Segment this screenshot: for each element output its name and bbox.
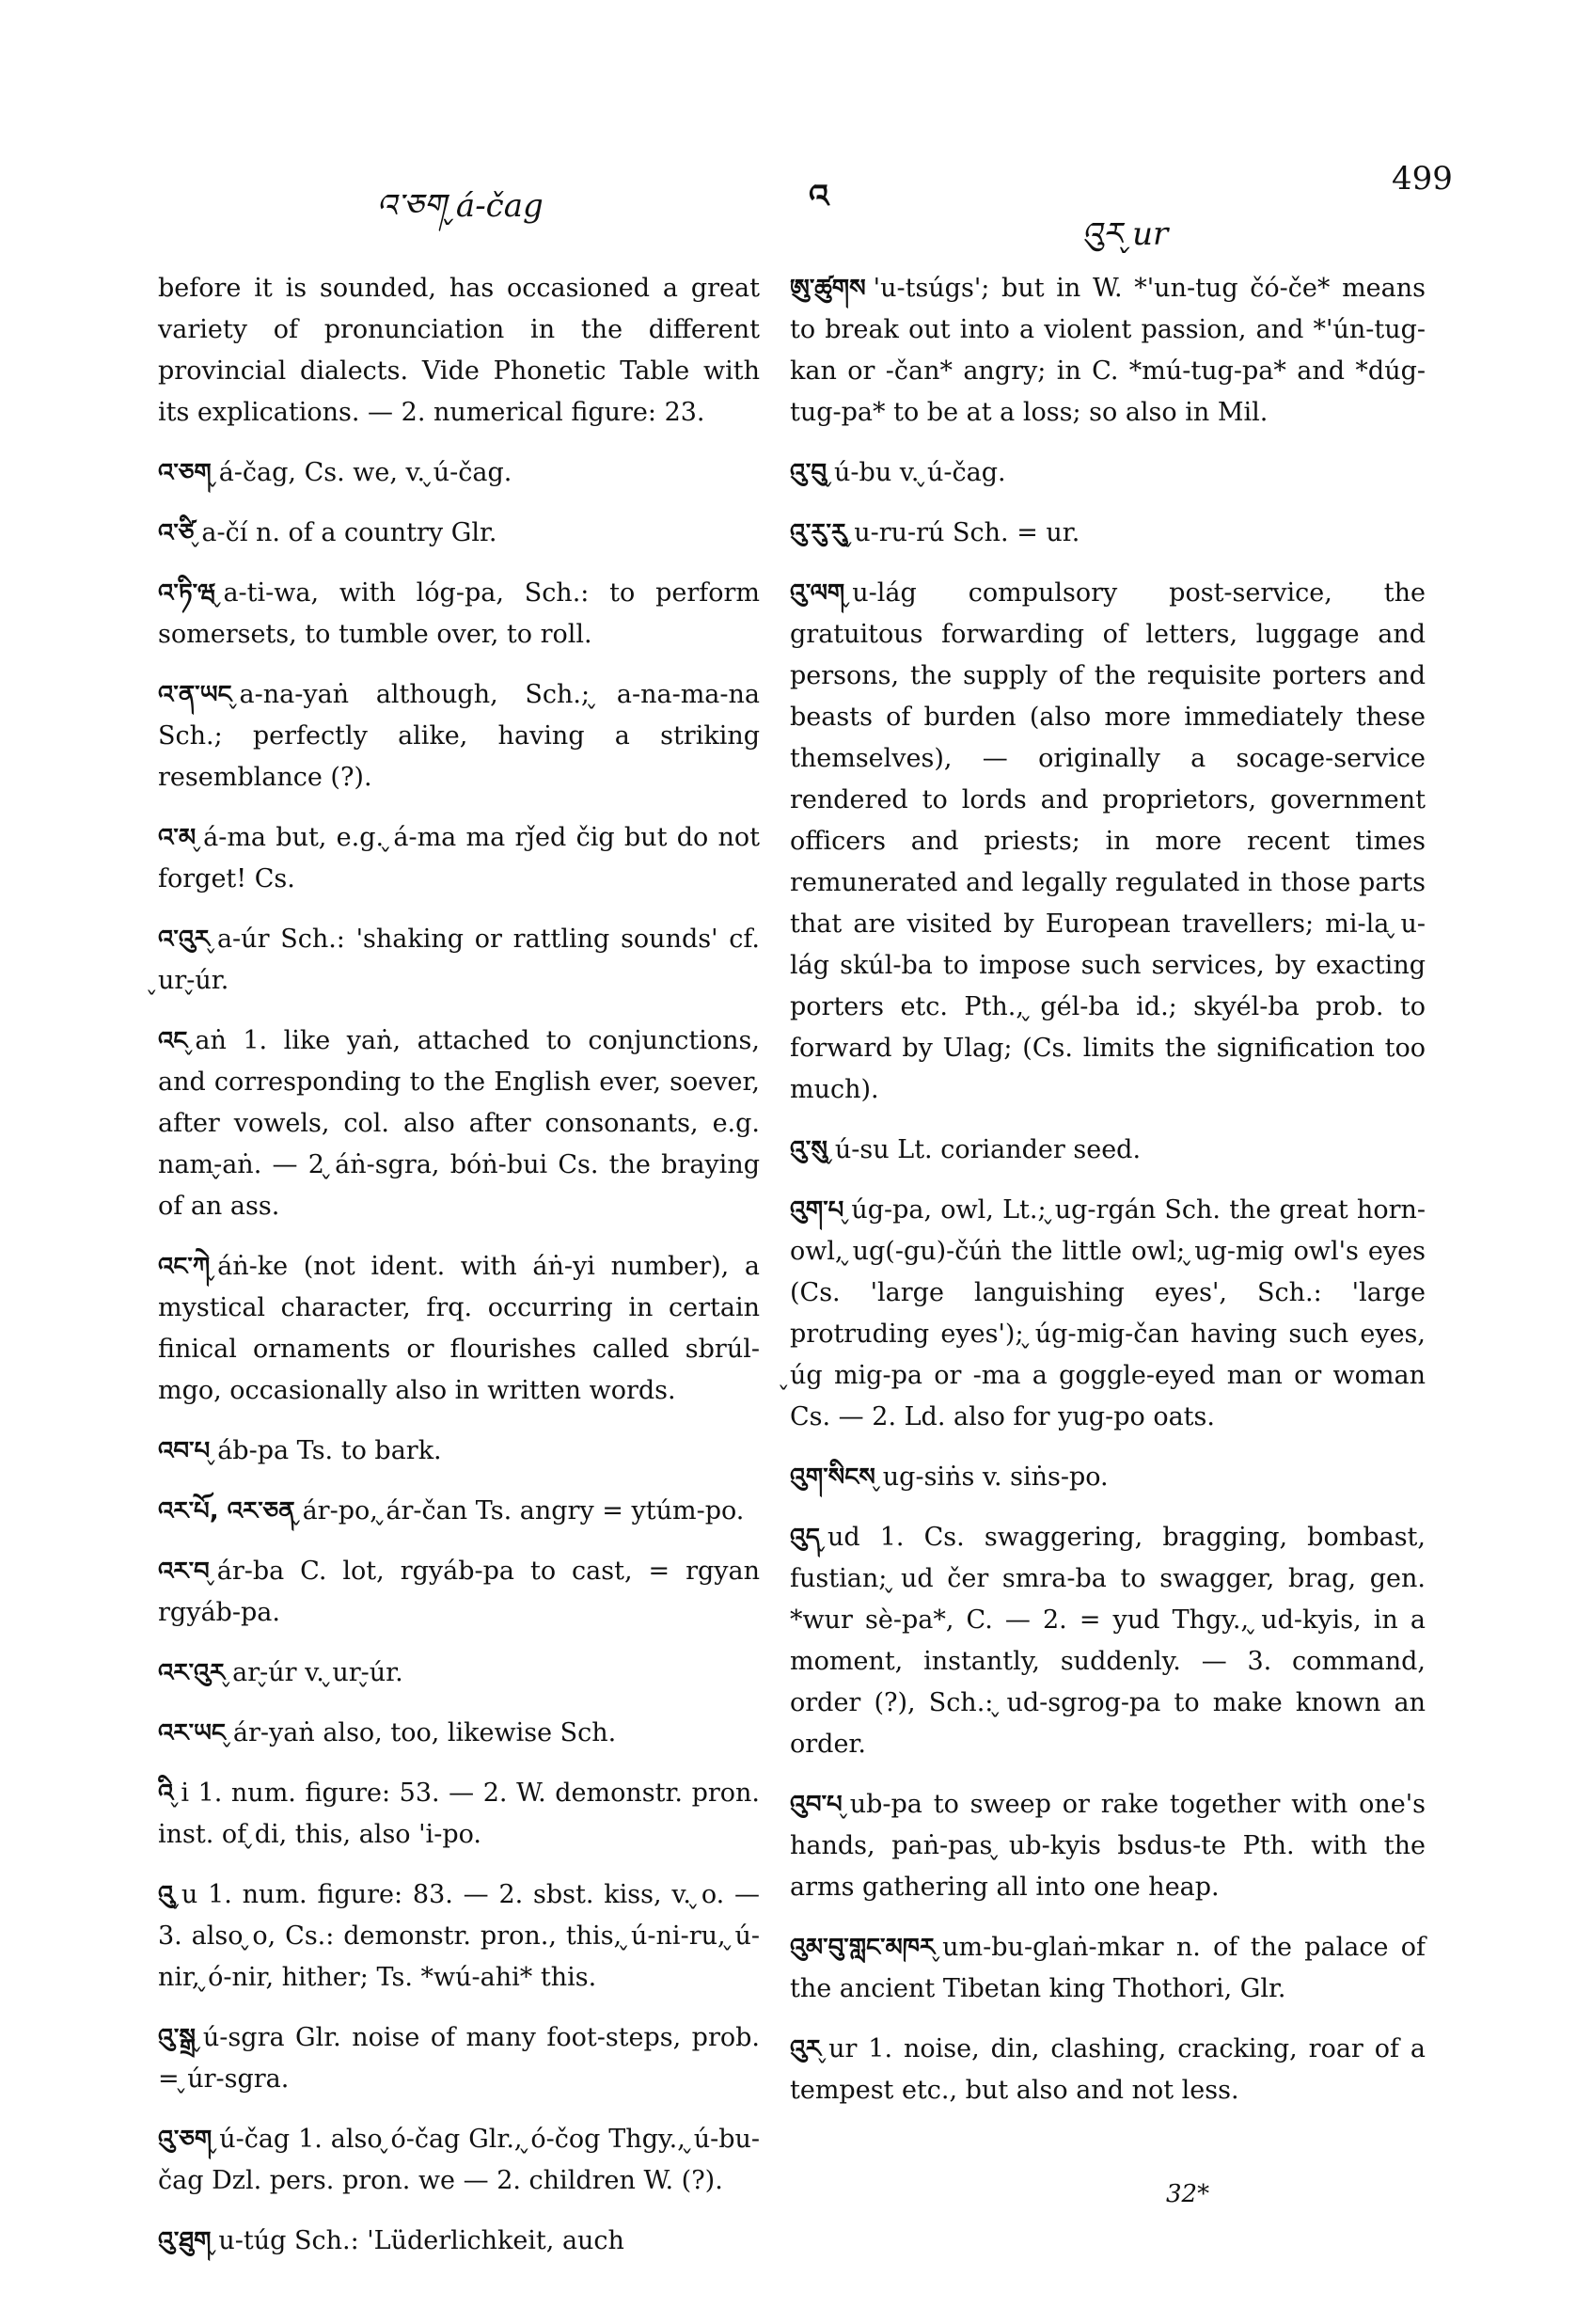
entry-text: ̬ú-bu v. ̬ú-čag. — [834, 458, 1006, 487]
headword-tibetan: འར་ཡང — [158, 1719, 226, 1747]
dictionary-entry — [790, 573, 1426, 1111]
headword-tibetan: འུ་ཐུག — [158, 2227, 212, 2255]
dictionary-entry — [790, 513, 1426, 554]
dictionary-entry — [790, 1190, 1426, 1438]
entry-text: ̬u 1. num. figure: 83. — 2. sbst. kiss, v. ̬o. — 3. also ̬o, Cs.: demonstr. pron., this, ̬ú-ni-ru, ̬ú-nir, ̬ó-nir, hither; Ts. *wú-ahi* this. — [158, 1880, 760, 1992]
headword-tibetan: འ་ཅག — [158, 459, 212, 487]
entry-text: ̬áṅ-ke (not ident. with áṅ-yi number), a mystical character, frq. occurring in certain finical ornaments or flourishes called sbrúl-mgo, occasionally also in written words. — [158, 1252, 760, 1405]
headword-tibetan: འ་འུར — [158, 925, 210, 954]
dictionary-entry — [158, 1431, 760, 1472]
dictionary-entry — [158, 2119, 760, 2202]
headword-tibetan: འུ་ཅག — [158, 2126, 213, 2154]
entry-text: ̬ár-yaṅ also, too, likewise Sch. — [232, 1718, 617, 1747]
section-letter: འ — [809, 178, 829, 215]
entry-text: ̬i 1. num. figure: 53. — 2. W. demonstr. pron. inst. of ̬di, this, also 'i-po. — [158, 1779, 760, 1849]
entry-text: ̬ug-siṅs v. siṅs-po. — [882, 1462, 1109, 1492]
headword-tibetan: འུར — [790, 2035, 822, 2063]
entry-text: ̬á-ma but, e.g. ̬á-ma ma rǰed čig but do not forget! Cs. — [158, 823, 760, 893]
dictionary-entry — [790, 1784, 1426, 1908]
dictionary-entry — [158, 573, 760, 656]
entry-text: ̬áb-pa Ts. to bark. — [217, 1436, 442, 1465]
headword-tibetan: འུ་སྒྲ — [158, 2024, 196, 2052]
headword-tibetan: འུ་ལག — [790, 579, 845, 608]
headword-tibetan: འང — [158, 1027, 188, 1055]
entry-text: ̬ú-sgra Glr. noise of many foot-steps, prob. = ̬úr-sgra. — [158, 2023, 760, 2094]
headword-tibetan: འ་མ — [158, 824, 197, 852]
headword-tibetan: འུག་སིངས — [790, 1463, 875, 1492]
dictionary-entry — [158, 817, 760, 900]
entry-text: ̬úg-pa, owl, Lt.; ̬ug-rgán Sch. the great horn-owl, ̬ug(-gu)-čúṅ the little owl; ̬ug-mig owl's eyes (Cs. 'large languishing eyes', Sch.: 'large protruding eyes'); ̬úg-mig-čan having such eyes, ̬úg mig-pa or -ma a goggle-eyed man or woman Cs. — 2. Ld. also for yug-po oats. — [790, 1195, 1426, 1431]
left-running-head: འ་ཅག ̬á-čag — [376, 187, 544, 225]
entry-text: ̬ud 1. Cs. swaggering, bragging, bombast, fustian; ̬ud čer smra-ba to swagger, brag, gen. *wur sè-pa*, C. — 2. = yud Thgy., ̬ud-kyis, in a moment, instantly, suddenly. — 3. command, order (?), Sch.: ̬ud-sgrog-pa to make known an order. — [790, 1523, 1426, 1759]
dictionary-entry — [158, 452, 760, 494]
headword-tibetan: འ་ཏི་ཝ — [158, 579, 216, 608]
entry-text: 'u-tsúgs'; but in W. *'un-tug čó-če* means to break out into a violent passion, and *'ún-tug-kan or -čan* angry; in C. *mú-tug-pa* and *dúg-tug-pa* to be at a loss; so also in Mil. — [790, 274, 1426, 427]
entry-text: ̬ur 1. noise, din, clashing, cracking, roar of a tempest etc., but also and not less. — [790, 2034, 1426, 2105]
entry-text: ̬a-ti-wa, with lóg-pa, Sch.: to perform somersets, to tumble over, to roll. — [158, 578, 760, 649]
dictionary-entry — [790, 1457, 1426, 1498]
dictionary-entry — [158, 1773, 760, 1856]
left-column — [158, 268, 760, 2281]
dictionary-entry — [158, 2017, 760, 2100]
entry-text: ̬u-lág compulsory post-service, the gratuitous forwarding of letters, luggage and persons, the supply of the requisite porters and beasts of burden (also more immediately these themselves), — originally a socage-service rendered to lords and proprietors, government officers and priests; in more recent times remunerated and legally regulated in those parts that are visited by European travellers; mi-la ̬u-lág skúl-ba to impose such services, by exacting porters etc. Pth., ̬gél-ba id.; skyél-ba prob. to forward by Ulag; (Cs. limits the signification too much). — [790, 578, 1426, 1104]
headword-tibetan: འར་པོ, འར་ཅན — [158, 1497, 295, 1526]
entry-text: ̬a-úr Sch.: 'shaking or rattling sounds' cf. ̬ur-̬úr. — [158, 925, 760, 995]
page-header — [0, 141, 1576, 253]
headword-tibetan: འི — [158, 1779, 174, 1808]
entry-text: ̬u-ru-rú Sch. = ur. — [854, 518, 1080, 547]
entry-text: ̬ú-čag 1. also ̬ó-čag Glr., ̬ó-čog Thgy., ̬ú-bu-čag Dzl. pers. pron. we — 2. children W. (?). — [158, 2125, 760, 2195]
dictionary-entry — [790, 452, 1426, 494]
entry-text: before it is sounded, has occasioned a great variety of pronunciation in the different provincial dialects. Vide Phonetic Table with its explications. — 2. numerical figure: 23. — [158, 274, 760, 427]
entry-text: ̬á-čag, Cs. we, v. ̬ú-čag. — [218, 458, 512, 487]
entry-text: ̬ub-pa to sweep or rake together with one's hands, paṅ-pas ̬ub-kyis bsdus-te Pth. with the arms gathering all into one heap. — [790, 1790, 1426, 1902]
dictionary-entry — [158, 919, 760, 1002]
dictionary-entry — [158, 513, 760, 554]
right-running-head: འུར ̬ur — [1081, 215, 1169, 253]
headword-tibetan: འུབ་པ — [790, 1791, 843, 1819]
entry-text: ̬ar-̬úr v. ̬ur-̬úr. — [232, 1658, 403, 1687]
dictionary-entry — [158, 268, 760, 434]
entry-text: ̬a-na-yaṅ although, Sch.; ̬a-na-ma-na Sch.; perfectly alike, having a striking resemblance (?). — [158, 680, 760, 792]
dictionary-entry — [790, 1130, 1426, 1171]
dictionary-entry — [158, 2221, 760, 2262]
dictionary-entry — [790, 2029, 1426, 2111]
dictionary-entry — [790, 268, 1426, 434]
headword-tibetan: འར་འུར — [158, 1659, 226, 1687]
entry-text: ̬aṅ 1. like yaṅ, attached to conjunctions, and corresponding to the English ever, soever, after vowels, col. also after consonants, e.g. nam-̬aṅ. — 2 ̬áṅ-sgra, bóṅ-bui Cs. the braying of an ass. — [158, 1026, 760, 1221]
entry-text: ̬ár-ba C. lot, rgyáb-pa to cast, = rgyan rgyáb-pa. — [158, 1557, 760, 1627]
dictionary-entry — [158, 1491, 760, 1532]
dictionary-entry — [790, 1517, 1426, 1765]
headword-tibetan: འུམ་བུ་གླང་མཁར — [790, 1934, 936, 1962]
dictionary-entry — [158, 1874, 760, 1999]
dictionary-entry — [158, 1652, 760, 1694]
headword-tibetan: འབ་པ — [158, 1437, 211, 1465]
entry-text: ̬um-bu-glaṅ-mkar n. of the palace of the ancient Tibetan king Thothori, Glr. — [790, 1933, 1426, 2003]
dictionary-entry — [790, 1927, 1426, 2010]
dictionary-entry — [158, 1020, 760, 1227]
headword-tibetan: འུག་པ — [790, 1196, 844, 1225]
right-column — [790, 268, 1426, 2130]
headword-tibetan: འ་ཙི — [158, 519, 195, 547]
dictionary-entry — [158, 1713, 760, 1754]
headword-tibetan: འུ — [158, 1881, 174, 1909]
dictionary-entry — [158, 1246, 760, 1412]
headword-tibetan: འུ་བུ — [790, 459, 827, 487]
entry-text: ̬a-čí n. of a country Glr. — [201, 518, 497, 547]
entry-text: ̬ár-po, ̬ár-čan Ts. angry = ytúm-po. — [302, 1496, 745, 1526]
headword-tibetan: འུ་སུ — [790, 1136, 827, 1164]
headword-tibetan: ཨུ་ཚུགས — [790, 275, 866, 303]
headword-tibetan: འ་ན་ཡང — [158, 681, 232, 709]
headword-tibetan: འུད — [790, 1524, 820, 1552]
entry-text: ̬u-túg Sch.: 'Lüderlichkeit, auch — [218, 2226, 624, 2255]
headword-tibetan: འང་ཀེ — [158, 1253, 211, 1281]
headword-tibetan: འུ་རུ་རུ — [790, 519, 847, 547]
dictionary-entry — [158, 674, 760, 798]
entry-text: ̬ú-su Lt. coriander seed. — [834, 1135, 1142, 1164]
dictionary-entry — [158, 1551, 760, 1634]
headword-tibetan: འར་བ — [158, 1557, 210, 1586]
page-number: 499 — [1392, 160, 1453, 198]
signature-mark: 32* — [1166, 2180, 1210, 2208]
